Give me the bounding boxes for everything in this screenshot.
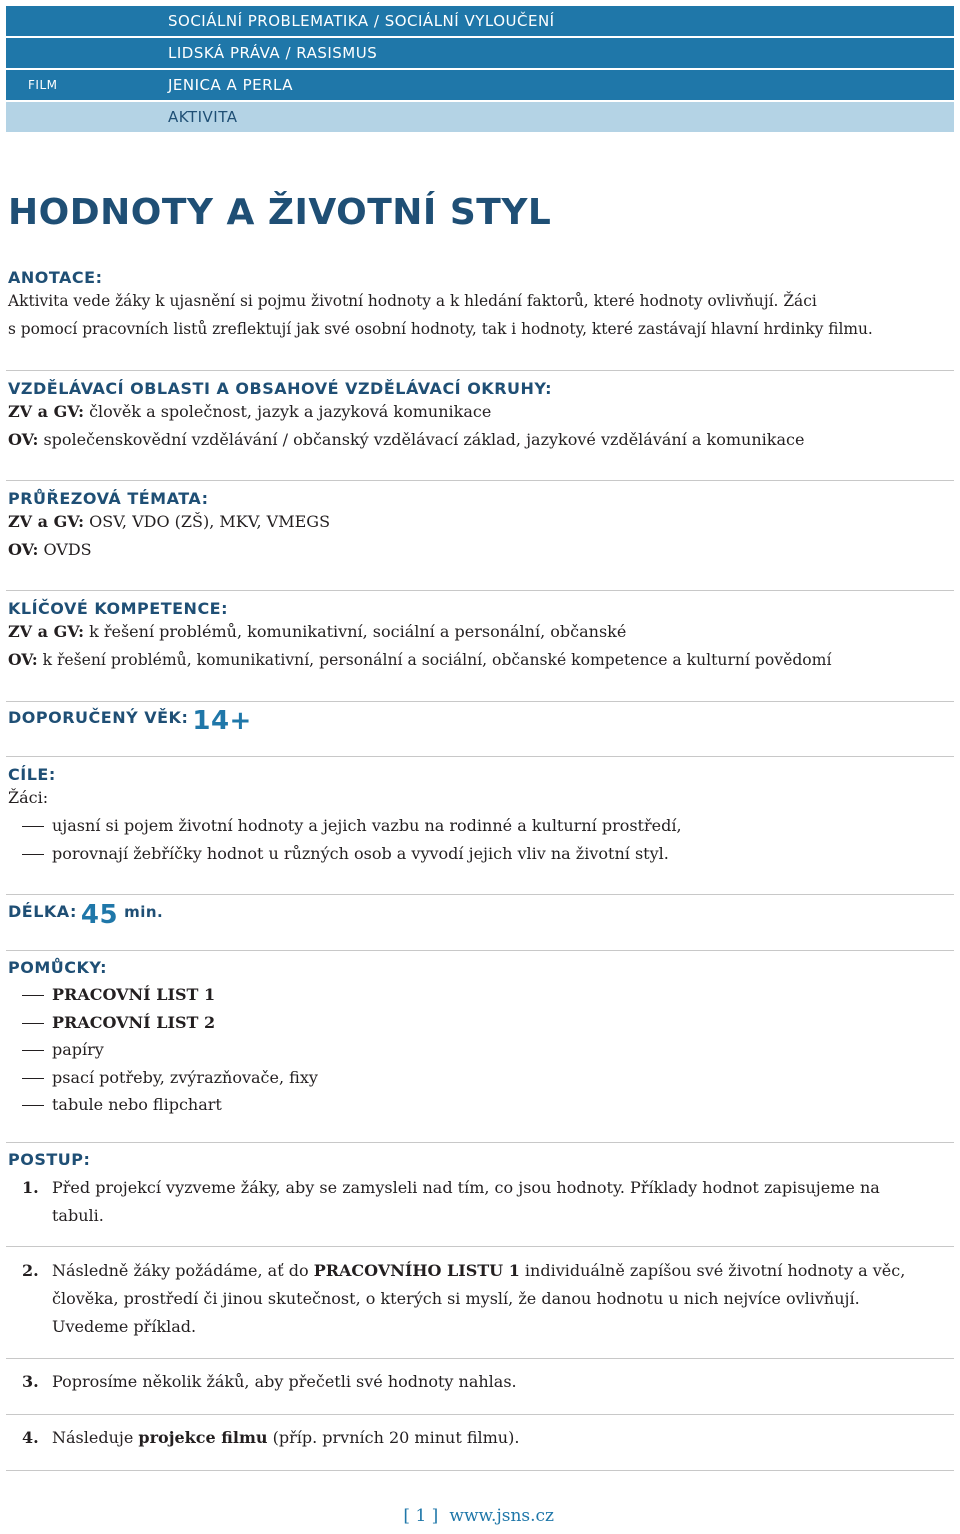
pomucky-heading: POMŮCKY:	[8, 958, 107, 977]
anotace-section	[8, 268, 953, 343]
kompetence-heading: KLÍČOVÉ KOMPETENCE:	[8, 599, 229, 618]
step-number: 2.	[22, 1261, 39, 1280]
divider	[6, 370, 954, 371]
cile-intro: Žáci:	[8, 788, 49, 807]
postup-step	[8, 1257, 928, 1341]
footer-link[interactable]: www.jsns.cz	[449, 1506, 554, 1526]
kompetence-section	[8, 599, 953, 674]
divider	[6, 1142, 954, 1143]
divider	[6, 1470, 954, 1471]
divider	[6, 756, 954, 757]
kompetence-row: OV: k řešení problémů, komunikativní, personální a sociální, občanské kompetence a kulturní povědomí	[8, 650, 832, 669]
delka-section	[8, 900, 953, 930]
footer	[0, 1506, 960, 1526]
step-text: individuálně zapíšou své životní hodnoty a věc, člověka, prostředí či jinou skutečnost, o kterých si myslí, že danou hodnotu u nich nejvíce ovlivňují. Uvedeme příklad.	[52, 1261, 906, 1336]
vek-row	[8, 706, 953, 736]
oblasti-section	[8, 379, 953, 454]
step-number: 1.	[22, 1178, 39, 1197]
anotace-heading: ANOTACE:	[8, 268, 103, 287]
oblasti-row: ZV a GV: člověk a společnost, jazyk a jazyková komunikace	[8, 402, 492, 421]
step-number: 3.	[22, 1372, 39, 1391]
temata-row: OV: OVDS	[8, 540, 92, 559]
step-text: Následně žáky požádáme, ať do	[52, 1261, 314, 1280]
temata-section	[8, 489, 953, 564]
step-text-bold: projekce filmu	[138, 1428, 268, 1447]
divider	[6, 1414, 954, 1415]
pomucky-item: tabule nebo flipchart	[8, 1091, 953, 1119]
delka-value: 45	[80, 900, 119, 930]
vek-value: 14+	[192, 706, 252, 736]
postup-step	[8, 1368, 953, 1396]
divider	[6, 590, 954, 591]
oblasti-heading: VZDĚLÁVACÍ OBLASTI A OBSAHOVÉ VZDĚLÁVACÍ OKRUHY:	[8, 379, 552, 398]
divider	[6, 480, 954, 481]
divider	[6, 1358, 954, 1359]
cile-item: porovnají žebříčky hodnot u různých osob a vyvodí jejich vliv na životní styl.	[8, 840, 953, 868]
pomucky-item: PRACOVNÍ LIST 1	[8, 981, 953, 1009]
anotace-line: s pomocí pracovních listů zreflektují jak své osobní hodnoty, tak i hodnoty, které zastávají hlavní hrdinky filmu.	[8, 320, 873, 338]
cile-section	[8, 765, 953, 867]
delka-row	[8, 900, 953, 930]
header-row-type	[6, 102, 954, 132]
postup-heading: POSTUP:	[8, 1150, 91, 1169]
page-number: [ 1 ]	[403, 1506, 439, 1526]
pomucky-item: psací potřeby, zvýrazňovače, fixy	[8, 1064, 953, 1092]
header-subtopic: LIDSKÁ PRÁVA / RASISMUS	[168, 44, 378, 62]
postup-step	[8, 1174, 908, 1230]
kompetence-row: ZV a GV: k řešení problémů, komunikativní, sociální a personální, občanské	[8, 622, 627, 641]
divider	[6, 950, 954, 951]
divider	[6, 701, 954, 702]
temata-heading: PRŮŘEZOVÁ TÉMATA:	[8, 489, 209, 508]
activity-label: AKTIVITA	[168, 108, 238, 126]
step-text: Poprosíme několik žáků, aby přečetli své hodnoty nahlas.	[52, 1372, 517, 1391]
header	[6, 6, 954, 134]
step-text: Před projekcí vyzveme žáky, aby se zamysleli nad tím, co jsou hodnoty. Příklady hodnot zapisujeme na tabuli.	[52, 1178, 880, 1225]
anotace-line: Aktivita vede žáky k ujasnění si pojmu životní hodnoty a k hledání faktorů, které hodnoty ovlivňují. Žáci	[8, 292, 817, 310]
cile-item: ujasní si pojem životní hodnoty a jejich vazbu na rodinné a kulturní prostředí,	[8, 812, 953, 840]
header-row-film	[6, 70, 954, 100]
delka-heading: DÉLKA:	[8, 902, 77, 921]
film-title: JENICA A PERLA	[168, 76, 293, 94]
step-text-bold: PRACOVNÍHO LISTU 1	[313, 1261, 520, 1280]
delka-unit: min.	[124, 903, 164, 921]
pomucky-item: PRACOVNÍ LIST 2	[8, 1009, 953, 1037]
vek-heading: DOPORUČENÝ VĚK:	[8, 708, 189, 727]
step-text: Následuje	[52, 1428, 139, 1447]
header-topic: SOCIÁLNÍ PROBLEMATIKA / SOCIÁLNÍ VYLOUČENÍ	[168, 12, 555, 30]
divider	[6, 1246, 954, 1247]
step-text: (příp. prvních 20 minut filmu).	[267, 1428, 520, 1447]
temata-row: ZV a GV: OSV, VDO (ZŠ), MKV, VMEGS	[8, 512, 331, 531]
oblasti-row: OV: společenskovědní vzdělávání / občanský vzdělávací základ, jazykové vzdělávání a komunikace	[8, 430, 805, 449]
vek-section	[8, 706, 953, 736]
divider	[6, 894, 954, 895]
cile-heading: CÍLE:	[8, 765, 56, 784]
page-title: HODNOTY A ŽIVOTNÍ STYL	[8, 192, 552, 233]
pomucky-section	[8, 958, 953, 1119]
header-row-subtopic	[6, 38, 954, 68]
step-number: 4.	[22, 1428, 39, 1447]
film-label: FILM	[28, 78, 58, 92]
postup-section	[8, 1150, 953, 1169]
postup-step	[8, 1424, 953, 1452]
pomucky-item: papíry	[8, 1036, 953, 1064]
header-row-topic	[6, 6, 954, 36]
